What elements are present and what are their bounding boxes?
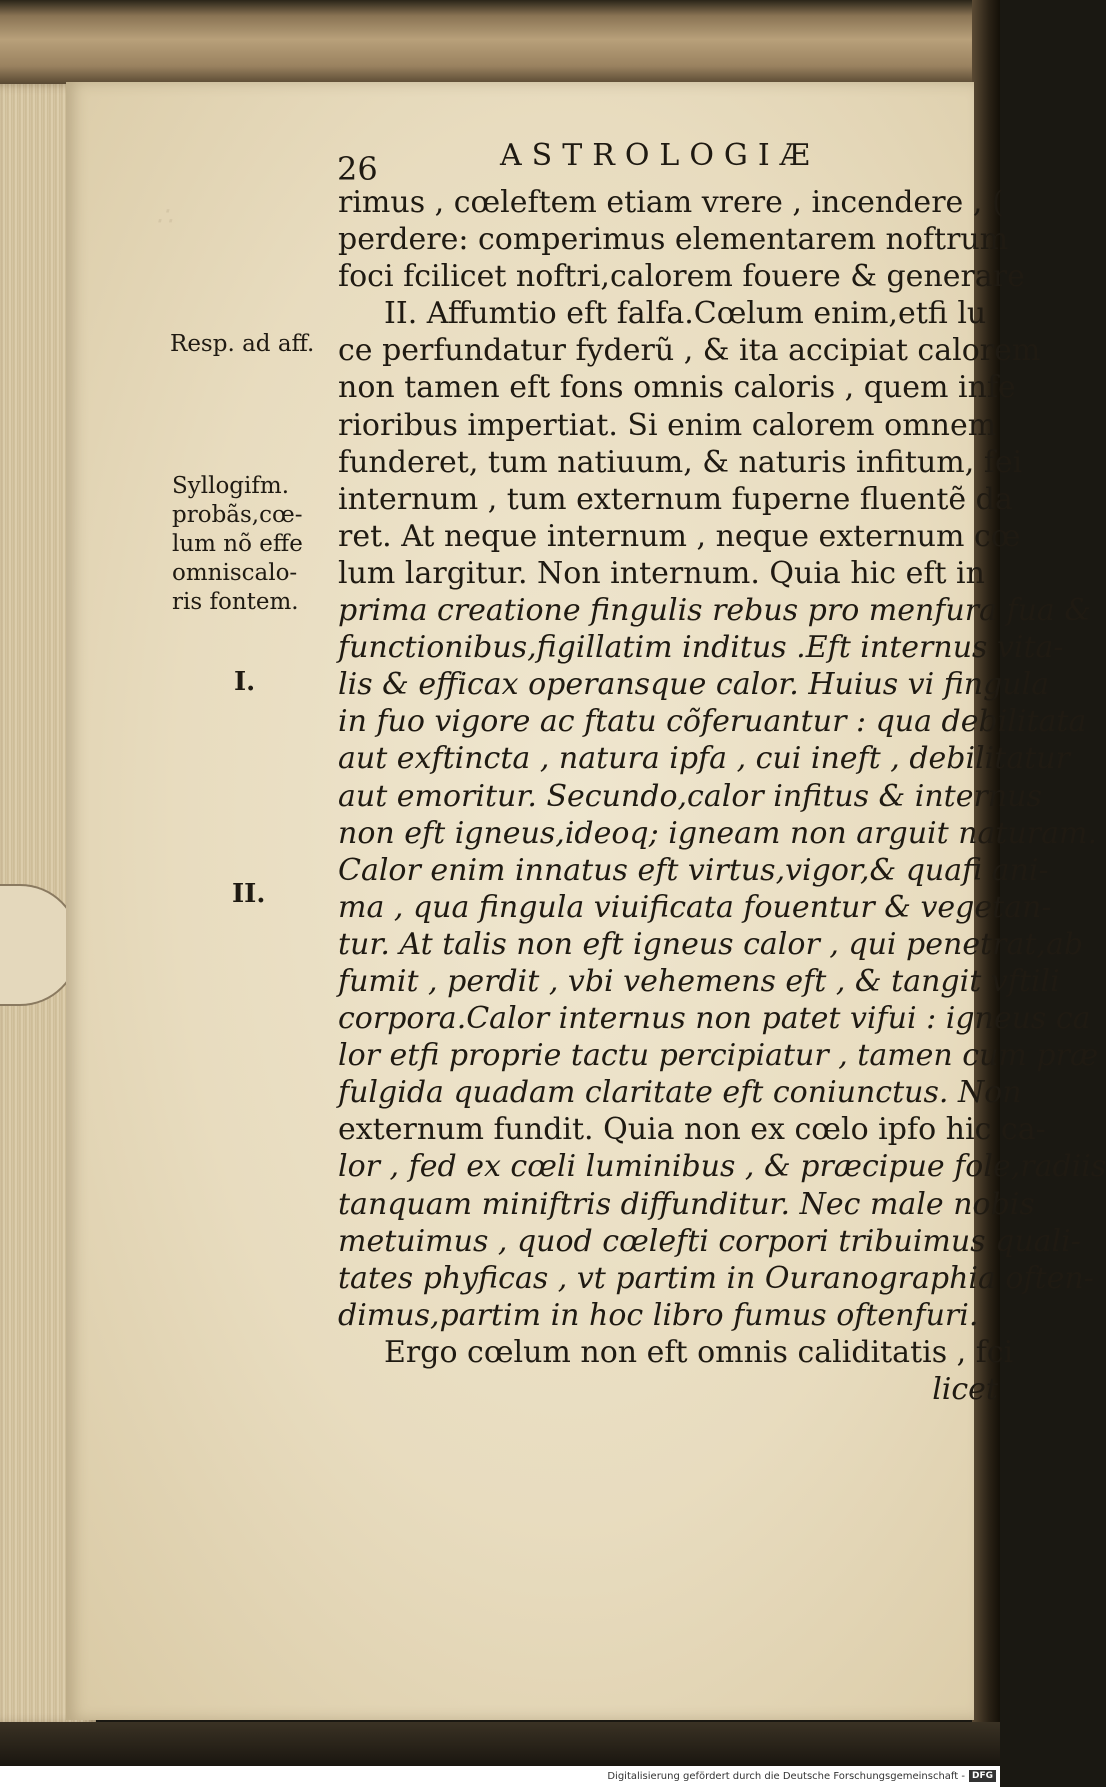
- text-line: metuimus , quod cœlefti corpori tribuimus quali-: [338, 1223, 1081, 1259]
- digitization-footer: [0, 1766, 1000, 1787]
- text-line: Calor enim innatus eft virtus,vigor,& quafi ani-: [338, 852, 1049, 888]
- text-line: prima creatione fingulis rebus pro menfura fua &: [338, 593, 1092, 629]
- margin-note-line: lum nõ effe: [172, 531, 303, 557]
- page-number: 26: [337, 150, 378, 188]
- margin-numeral-two: II.: [232, 879, 266, 909]
- text-line: fumit , perdit , vbi vehemens eft , & tangit vftili: [338, 963, 1060, 999]
- text-line: licet: [932, 1372, 998, 1407]
- margin-note-syllogism: [172, 472, 303, 617]
- dfg-logo: DFG: [969, 1770, 996, 1782]
- text-line: corpora.Calor internus non patet vifui : igneus ca: [338, 1001, 1091, 1037]
- text-line: aut emoritur. Secundo,calor infitus & internus: [338, 778, 1042, 814]
- footer-credit-text: Digitalisierung gefördert durch die Deutsche Forschungsgemeinschaft -: [607, 1771, 965, 1782]
- text-line: functionibus,figillatim inditus .Eft internus vita-: [338, 630, 1064, 666]
- text-line: rioribus impertiat. Si enim calorem omnem: [338, 407, 997, 443]
- text-line: Ergo cœlum non eft omnis caliditatis , fci: [384, 1334, 1014, 1370]
- text-line: ce perfundatur fyderũ , & ita accipiat calorem: [338, 333, 1041, 369]
- margin-note-response: Resp. ad aff.: [170, 331, 315, 357]
- text-line: dimus,partim in hoc libro fumus oftenfuri.: [338, 1297, 979, 1333]
- text-line: lor , fed ex cœli luminibus , & præcipue fole,radiis: [338, 1149, 1106, 1185]
- text-line: lor etfi proprie tactu percipiatur , tamen cum præ: [338, 1038, 1099, 1074]
- text-line: lis & efficax operansque calor. Huius vi fingula: [338, 667, 1050, 703]
- text-line: fulgida quadam claritate eft coniunctus. Non: [338, 1075, 1022, 1111]
- running-title: ASTROLOGIÆ: [500, 138, 820, 173]
- book-bottom-edge: [0, 1722, 1000, 1766]
- text-line: aut exftincta , natura ipfa , cui ineft , debilitatur: [338, 741, 1070, 777]
- text-line: ma , qua fingula viuificata fouentur & vegetan-: [338, 889, 1052, 925]
- text-line: rimus , cœleftem etiam vrere , incendere , (: [338, 185, 1004, 220]
- margin-note-line: ris fontem.: [172, 589, 299, 615]
- text-line: II. Affumtio eft falfa.Cœlum enim,etfi lu: [384, 296, 987, 332]
- text-line: externum fundit. Quia non ex cœlo ipfo hic ca-: [338, 1112, 1046, 1148]
- text-line: lum largitur. Non internum. Quia hic eft in: [338, 555, 985, 591]
- margin-note-line: probãs,cœ-: [172, 502, 303, 528]
- margin-note-line: omniscalo-: [172, 560, 298, 586]
- text-line: non eft igneus,ideoq; igneam non arguit naturam.: [338, 815, 1097, 851]
- text-line: ret. At neque internum , neque externum cœ: [338, 518, 1021, 554]
- show-through-stain: ∴: [156, 202, 173, 232]
- text-line: tur. At talis non eft igneus calor , qui penetrat,ab: [338, 926, 1084, 962]
- body-text: [338, 184, 1106, 1408]
- text-line: perdere: comperimus elementarem noftrum: [338, 222, 1009, 258]
- margin-numeral-one: I.: [234, 667, 256, 697]
- text-line: in fuo vigore ac ftatu cõferuantur : qua debilitata: [338, 704, 1087, 740]
- text-line: tates phyficas , vt partim in Ouranographia often-: [338, 1260, 1094, 1296]
- text-line: foci fcilicet noftri,calorem fouere & generare: [338, 259, 1025, 295]
- text-line: internum , tum externum fuperne fluentẽ da: [338, 481, 1013, 517]
- text-line: funderet, tum natiuum, & naturis infitum, fei: [338, 444, 1023, 480]
- text-line: non tamen eft fons omnis caloris , quem infe: [338, 370, 1016, 406]
- text-line: tanquam miniftris diffunditur. Nec male nobis: [338, 1186, 1035, 1222]
- book-top-edge: [0, 0, 1000, 88]
- margin-note-line: Syllogifm.: [172, 473, 290, 499]
